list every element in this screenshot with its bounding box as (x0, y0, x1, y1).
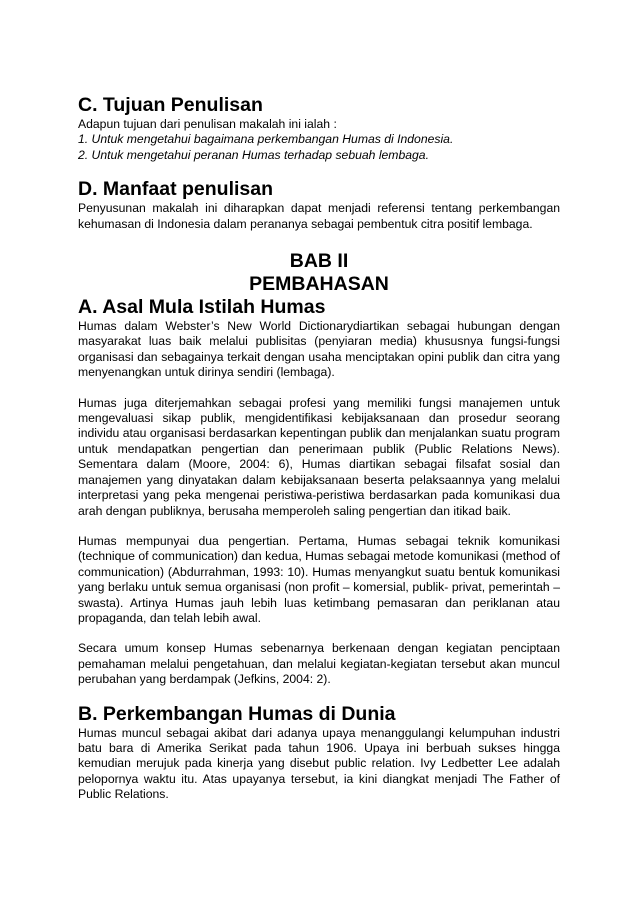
section-b-heading: B. Perkembangan Humas di Dunia (78, 702, 396, 725)
chapter-number: BAB II (289, 250, 349, 273)
chapter-title: PEMBAHASAN (249, 273, 389, 296)
section-c-item-2: 2. Untuk mengetahui peranan Humas terhadap sebuah lembaga. (78, 147, 429, 162)
section-c-item-1: 1. Untuk mengetahui bagaimana perkembangan Humas di Indonesia. (78, 132, 454, 147)
section-a-paragraph-3: Humas mempunyai dua pengertian. Pertama, Humas sebagai teknik komunikasi (technique of communication) dan kedua, Humas sebagai metode komunikasi (method of communication) (Abdurrahman, 1993: 10). Humas menyangkut suatu bentuk komunikasi yang berlaku untuk semua organisasi (non profit – komersial, publik- privat, pemerintah – swasta). Artinya Humas jauh lebih luas ketimbang pemasaran dan periklanan atau propaganda, dan telah lebih awal. (78, 533, 560, 625)
section-a-paragraph-1: Humas dalam Webster’s New World Dictionarydiartikan sebagai hubungan dengan masyarakat luas baik melalui publisitas (penyiaran media) khususnya fungsi-fungsi organisasi dan sebagainya terkait dengan usaha menciptakan opini publik dan citra yang menyenangkan untuk dirinya sendiri (lembaga). (78, 319, 560, 380)
section-c-intro: Adapun tujuan dari penulisan makalah ini ialah : (78, 117, 337, 131)
section-d-heading: D. Manfaat penulisan (78, 178, 274, 201)
section-b-body: Humas muncul sebagai akibat dari adanya upaya menanggulangi kelumpuhan industri batu bara di Amerika Serikat pada tahun 1906. Upaya ini berbuah sukses hingga kemudian merujuk pada kinerja yang disebut public relation. Ivy Ledbetter Lee adalah pelopornya waktu itu. Atas upayanya tersebut, ia kini diangkat menjadi The Father of Public Relations. (78, 725, 560, 802)
section-d-body: Penyusunan makalah ini diharapkan dapat menjadi referensi tentang perkembangan kehumasan di Indonesia dalam perananya sebagai pembentuk citra positif lembaga. (78, 201, 560, 231)
section-a-paragraph-4: Secara umum konsep Humas sebenarnya berkenaan dengan kegiatan penciptaan pemahaman melalui pengetahuan, dan melalui kegiatan-kegiatan tersebut akan muncul perubahan yang berdampak (Jefkins, 2004: 2). (78, 641, 560, 687)
section-a-paragraph-2: Humas juga diterjemahkan sebagai profesi yang memiliki fungsi manajemen untuk mengevaluasi sikap publik, mengidentifikasi kebijaksanaan dan prosedur seorang individu atau organisasi berdasarkan kepentingan publik dan menjalankan suatu program untuk mendapatkan pengertian dan penerimaan publik (Public Relations News). Sementara dalam (Moore, 2004: 6), Humas diartikan sebagai filsafat sosial dan manajemen yang dinyatakan dalam kebijaksanaan beserta pelaksaannya yang melalui interpretasi yang peka mengenai peristiwa-peristiwa berdasarkan pada komunikasi dua arah dengan publiknya, berusaha memperoleh saling pengertian dan itikad baik. (78, 395, 560, 518)
document-page (78, 94, 560, 803)
section-c-heading: C. Tujuan Penulisan (78, 94, 263, 116)
section-a-heading: A. Asal Mula Istilah Humas (78, 296, 326, 319)
